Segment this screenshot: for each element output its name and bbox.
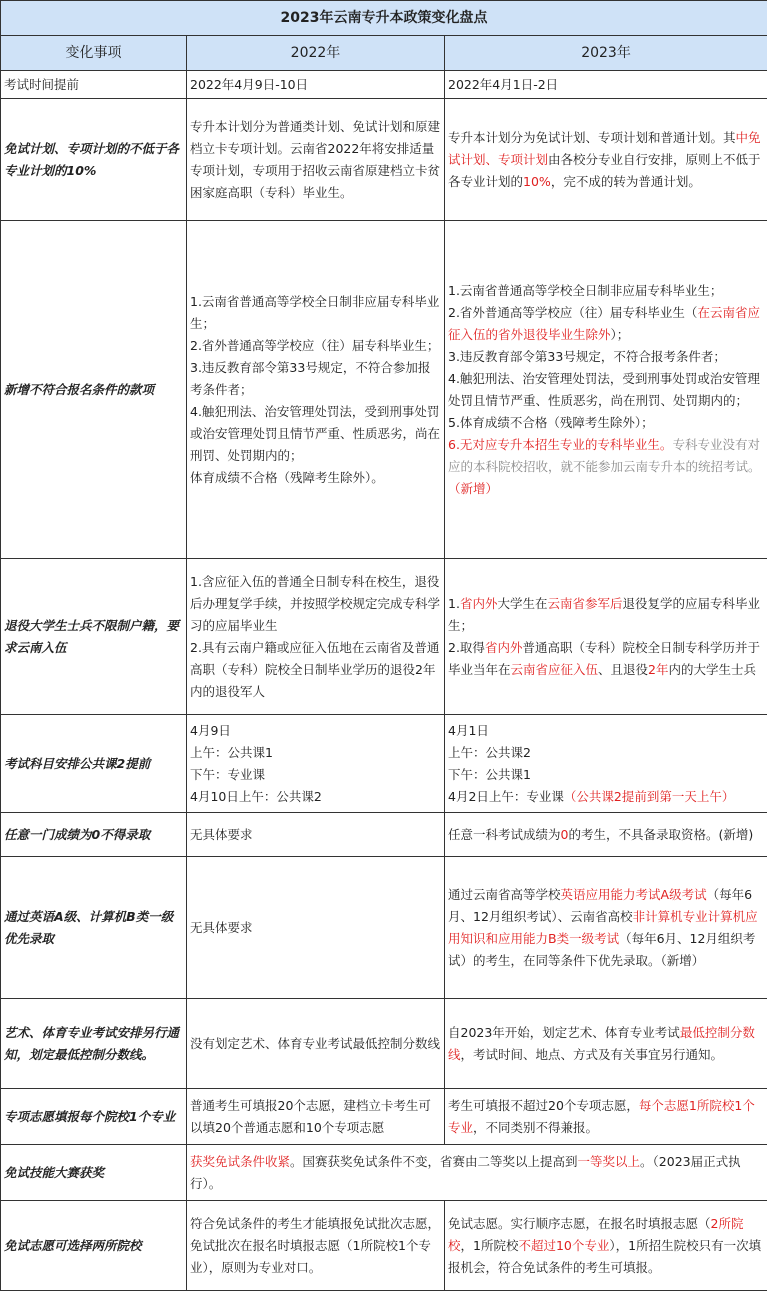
change-item-cell: 退役大学生士兵不限制户籍，要求云南入伍 xyxy=(1,559,187,715)
cell-line xyxy=(190,720,441,742)
cell-line xyxy=(448,742,764,764)
cell-2023 xyxy=(445,71,767,99)
cell-text: 1.云南省普通高等学校全日制非应届专科毕业生； xyxy=(448,282,723,298)
cell-text: 自2023年开始，划定艺术、体育专业考试 xyxy=(448,1024,680,1040)
table-row xyxy=(1,221,767,559)
merged-cell xyxy=(187,1145,767,1201)
cell-text: 考生可填报不超过20个专项志愿， xyxy=(448,1097,639,1113)
cell-text: 4.触犯刑法、治安管理处罚法，受到刑事处罚或治安管理处罚且情节严重、性质恶劣，尚在刑罚、处罚期内的； xyxy=(448,370,760,408)
cell-2023 xyxy=(445,813,767,857)
cell-2023 xyxy=(445,99,767,221)
cell-line xyxy=(190,824,441,846)
cell-line xyxy=(190,357,441,401)
highlight-text: 云南省应征入伍 xyxy=(510,661,599,677)
note-text: 专科专业没有对应的本科院校招收，就不能参加云南专升本的统招考试。 xyxy=(448,436,761,474)
cell-2023 xyxy=(445,559,767,715)
cell-line xyxy=(190,116,441,204)
cell-text: ，完不成的转为普通计划。 xyxy=(550,173,701,189)
cell-text: 无具体要求 xyxy=(190,919,253,935)
table-row xyxy=(1,813,767,857)
cell-2023 xyxy=(445,857,767,999)
cell-text: 1. xyxy=(448,595,460,611)
cell-text: 。国赛获奖免试条件不变，省赛由二等奖以上提高到 xyxy=(290,1153,578,1169)
cell-text: 体育成绩不合格（残障考生除外）。 xyxy=(190,469,384,485)
highlight-text: 非计算机专业计算机应用知识和应用能力B类一级考试 xyxy=(448,908,758,946)
highlight-text: 一等奖以上 xyxy=(577,1153,641,1169)
highlight-text: 6.无对应专升本招生专业的专科毕业生。 xyxy=(448,436,673,452)
highlight-text: 在云南省应征入伍的省外退役毕业生除外 xyxy=(448,304,760,342)
cell-line xyxy=(190,786,441,808)
cell-text: 、且退役 xyxy=(598,661,649,677)
cell-line xyxy=(190,1213,441,1279)
highlight-text: 英语应用能力考试A级考试 xyxy=(560,886,707,902)
highlight-text: 省内外 xyxy=(459,595,498,611)
cell-text: 4月10日上午：公共课2 xyxy=(190,788,322,804)
cell-text: 2.具有云南户籍或应征入伍地在云南省及普通高职（专科）院校全日制毕业学历的退役2年内的退役军人 xyxy=(190,639,440,699)
cell-line xyxy=(448,720,764,742)
cell-line xyxy=(190,401,441,467)
highlight-text: 0 xyxy=(560,826,569,842)
cell-line xyxy=(190,74,441,96)
cell-line xyxy=(190,1033,441,1055)
cell-2022 xyxy=(187,857,445,999)
cell-2023 xyxy=(445,1089,767,1145)
cell-text: 2.取得 xyxy=(448,639,485,655)
table-row xyxy=(1,715,767,813)
highlight-text: （公共课2提前到第一天上午） xyxy=(563,788,735,804)
cell-line xyxy=(448,74,764,96)
cell-text: 下午：公共课1 xyxy=(448,766,531,782)
cell-line xyxy=(448,637,764,681)
header-2023: 2023年 xyxy=(445,36,767,71)
cell-text: 2022年4月9日-10日 xyxy=(190,76,309,92)
cell-line xyxy=(448,346,764,368)
highlight-text: 每个志愿1所院校1个专业 xyxy=(448,1097,755,1135)
cell-2023 xyxy=(445,221,767,559)
cell-text: 专升本计划分为普通类计划、免试计划和原建档立卡专项计划。云南省2022年将安排适量专项计划，专项用于招收云南省原建档立卡贫困家庭高职（专科）毕业生。 xyxy=(190,118,441,200)
cell-2022 xyxy=(187,71,445,99)
cell-line xyxy=(448,302,764,346)
change-item-cell: 通过英语A级、计算机B类一级优先录取 xyxy=(1,857,187,999)
cell-text: 4月2日上午：专业课 xyxy=(448,788,564,804)
highlight-text: 10% xyxy=(523,173,551,189)
cell-2023 xyxy=(445,1201,767,1291)
cell-text: 任意一科考试成绩为 xyxy=(448,826,561,842)
cell-text: 3.违反教育部令第33号规定，不符合参加报考条件者； xyxy=(190,359,431,397)
table-row xyxy=(1,999,767,1089)
change-item-cell: 免试计划、专项计划的不低于各专业计划的10% xyxy=(1,99,187,221)
cell-line xyxy=(190,571,441,637)
cell-text: 大学生在 xyxy=(497,595,548,611)
cell-text: 2022年4月1日-2日 xyxy=(448,76,559,92)
header-item: 变化事项 xyxy=(1,36,187,71)
cell-2022 xyxy=(187,813,445,857)
cell-text: 免试志愿。实行顺序志愿，在报名时填报志愿（ xyxy=(448,1215,711,1231)
cell-text: 没有划定艺术、体育专业考试最低控制分数线 xyxy=(190,1035,441,1051)
change-item-cell: 考试时间提前 xyxy=(1,71,187,99)
change-item-cell: 免试志愿可选择两所院校 xyxy=(1,1201,187,1291)
cell-line xyxy=(448,280,764,302)
header-row xyxy=(1,36,767,71)
highlight-text: 2年 xyxy=(648,661,669,677)
cell-line xyxy=(448,127,764,193)
highlight-text: 中免试计划、专项计划 xyxy=(448,129,761,167)
change-item-cell: 专项志愿填报每个院校1个专业 xyxy=(1,1089,187,1145)
cell-text: 的考生，不具备录取资格。(新增) xyxy=(568,826,754,842)
cell-line xyxy=(448,434,764,500)
cell-2022 xyxy=(187,559,445,715)
cell-line xyxy=(448,368,764,412)
highlight-text: 2所院校 xyxy=(448,1215,744,1253)
cell-line xyxy=(448,786,764,808)
cell-2022 xyxy=(187,99,445,221)
cell-text: ，不同类别不得兼报。 xyxy=(473,1119,599,1135)
cell-text: 1.含应征入伍的普通全日制专科在校生，退役后办理复学手续，并按照学校规定完成专科学习的应届毕业生 xyxy=(190,573,441,633)
table-row xyxy=(1,1089,767,1145)
cell-text: 符合免试条件的考生才能填报免试批次志愿，免试批次在报名时填报志愿（1所院校1个专业），原则为专业对口。 xyxy=(190,1215,441,1275)
cell-text: 普通高职（专科）院校全日制专科学历并于毕业当年在 xyxy=(448,639,760,677)
table-row xyxy=(1,1201,767,1291)
cell-text: 4月1日 xyxy=(448,722,489,738)
change-item-cell: 考试科目安排公共课2提前 xyxy=(1,715,187,813)
cell-text: ，考试时间、地点、方式及有关事宜另行通知。 xyxy=(460,1046,724,1062)
cell-text: 退役复学的应届专科毕业生； xyxy=(448,595,760,633)
cell-text: 2.省外普通高等学校应（往）届专科毕业生； xyxy=(190,337,440,353)
cell-text: ），1所招生院校只有一次填报机会，符合免试条件的考生可填报。 xyxy=(448,1237,762,1275)
cell-line xyxy=(448,1022,764,1066)
highlight-text: 云南省参军后 xyxy=(547,595,623,611)
cell-text: 下午：专业课 xyxy=(190,766,266,782)
cell-2022 xyxy=(187,1201,445,1291)
change-item-cell: 新增不符合报名条件的款项 xyxy=(1,221,187,559)
table-row xyxy=(1,99,767,221)
cell-2023 xyxy=(445,999,767,1089)
table-row xyxy=(1,857,767,999)
cell-line xyxy=(190,637,441,703)
cell-text: 由各校分专业自行安排，原则上不低于各专业计划的 xyxy=(448,151,761,189)
table-row xyxy=(1,71,767,99)
cell-text: 普通考生可填报20个志愿，建档立卡考生可以填20个普通志愿和10个专项志愿 xyxy=(190,1097,431,1135)
header-2022: 2022年 xyxy=(187,36,445,71)
highlight-text: 不超过10个专业 xyxy=(518,1237,610,1253)
cell-text: ）； xyxy=(610,326,630,342)
title-row xyxy=(1,1,767,36)
cell-2022 xyxy=(187,221,445,559)
cell-text: ，1所院校 xyxy=(460,1237,519,1253)
cell-text: （每年6月、12月组织考试）的考生，在同等条件下优先录取。（新增） xyxy=(448,930,756,968)
cell-2023 xyxy=(445,715,767,813)
table-row xyxy=(1,1145,767,1201)
cell-text: 1.云南省普通高等学校全日制非应届专科毕业生； xyxy=(190,293,440,331)
cell-text: 专升本计划分为免试计划、专项计划和普通计划。其 xyxy=(448,129,736,145)
change-item-cell: 免试技能大赛获奖 xyxy=(1,1145,187,1201)
highlight-text: （新增） xyxy=(448,480,499,496)
cell-text: 内的大学生士兵 xyxy=(668,661,757,677)
table-title: 2023年云南专升本政策变化盘点 xyxy=(1,1,767,36)
cell-2022 xyxy=(187,1089,445,1145)
cell-text: 上午：公共课2 xyxy=(448,744,531,760)
cell-line xyxy=(448,1213,764,1279)
change-item-cell: 艺术、体育专业考试安排另行通知，划定最低控制分数线。 xyxy=(1,999,187,1089)
cell-line xyxy=(190,467,441,489)
change-item-cell: 任意一门成绩为0不得录取 xyxy=(1,813,187,857)
cell-line xyxy=(190,335,441,357)
cell-text: 2.省外普通高等学校应（往）届专科毕业生（ xyxy=(448,304,698,320)
cell-line xyxy=(448,824,764,846)
cell-text: 3.违反教育部令第33号规定，不符合报考条件者； xyxy=(448,348,726,364)
cell-line xyxy=(190,917,441,939)
cell-text: 4.触犯刑法、治安管理处罚法，受到刑事处罚或治安管理处罚且情节严重、性质恶劣，尚在刑罚、处罚期内的； xyxy=(190,403,441,463)
cell-text: 无具体要求 xyxy=(190,826,253,842)
cell-2022 xyxy=(187,999,445,1089)
cell-line xyxy=(190,1151,764,1195)
cell-line xyxy=(190,742,441,764)
cell-2022 xyxy=(187,715,445,813)
highlight-text: 最低控制分数线 xyxy=(448,1024,755,1062)
cell-line xyxy=(448,764,764,786)
cell-text: 上午：公共课1 xyxy=(190,744,273,760)
cell-line xyxy=(448,1095,764,1139)
cell-text: （每年6月、12月组织考试）、云南省高校 xyxy=(448,886,753,924)
highlight-text: 获奖免试条件收紧 xyxy=(190,1153,291,1169)
highlight-text: 省内外 xyxy=(484,639,523,655)
cell-line xyxy=(190,1095,441,1139)
table-row xyxy=(1,559,767,715)
cell-line xyxy=(190,764,441,786)
cell-line xyxy=(448,593,764,637)
table-body xyxy=(1,71,767,1291)
cell-line xyxy=(448,412,764,434)
cell-text: 。（2023届正式执行）。 xyxy=(190,1153,741,1191)
cell-text: 通过云南省高等学校 xyxy=(448,886,561,902)
cell-text: 5.体育成绩不合格（残障考生除外）； xyxy=(448,414,654,430)
cell-line xyxy=(190,291,441,335)
cell-line xyxy=(448,884,764,972)
cell-text: 4月9日 xyxy=(190,722,231,738)
